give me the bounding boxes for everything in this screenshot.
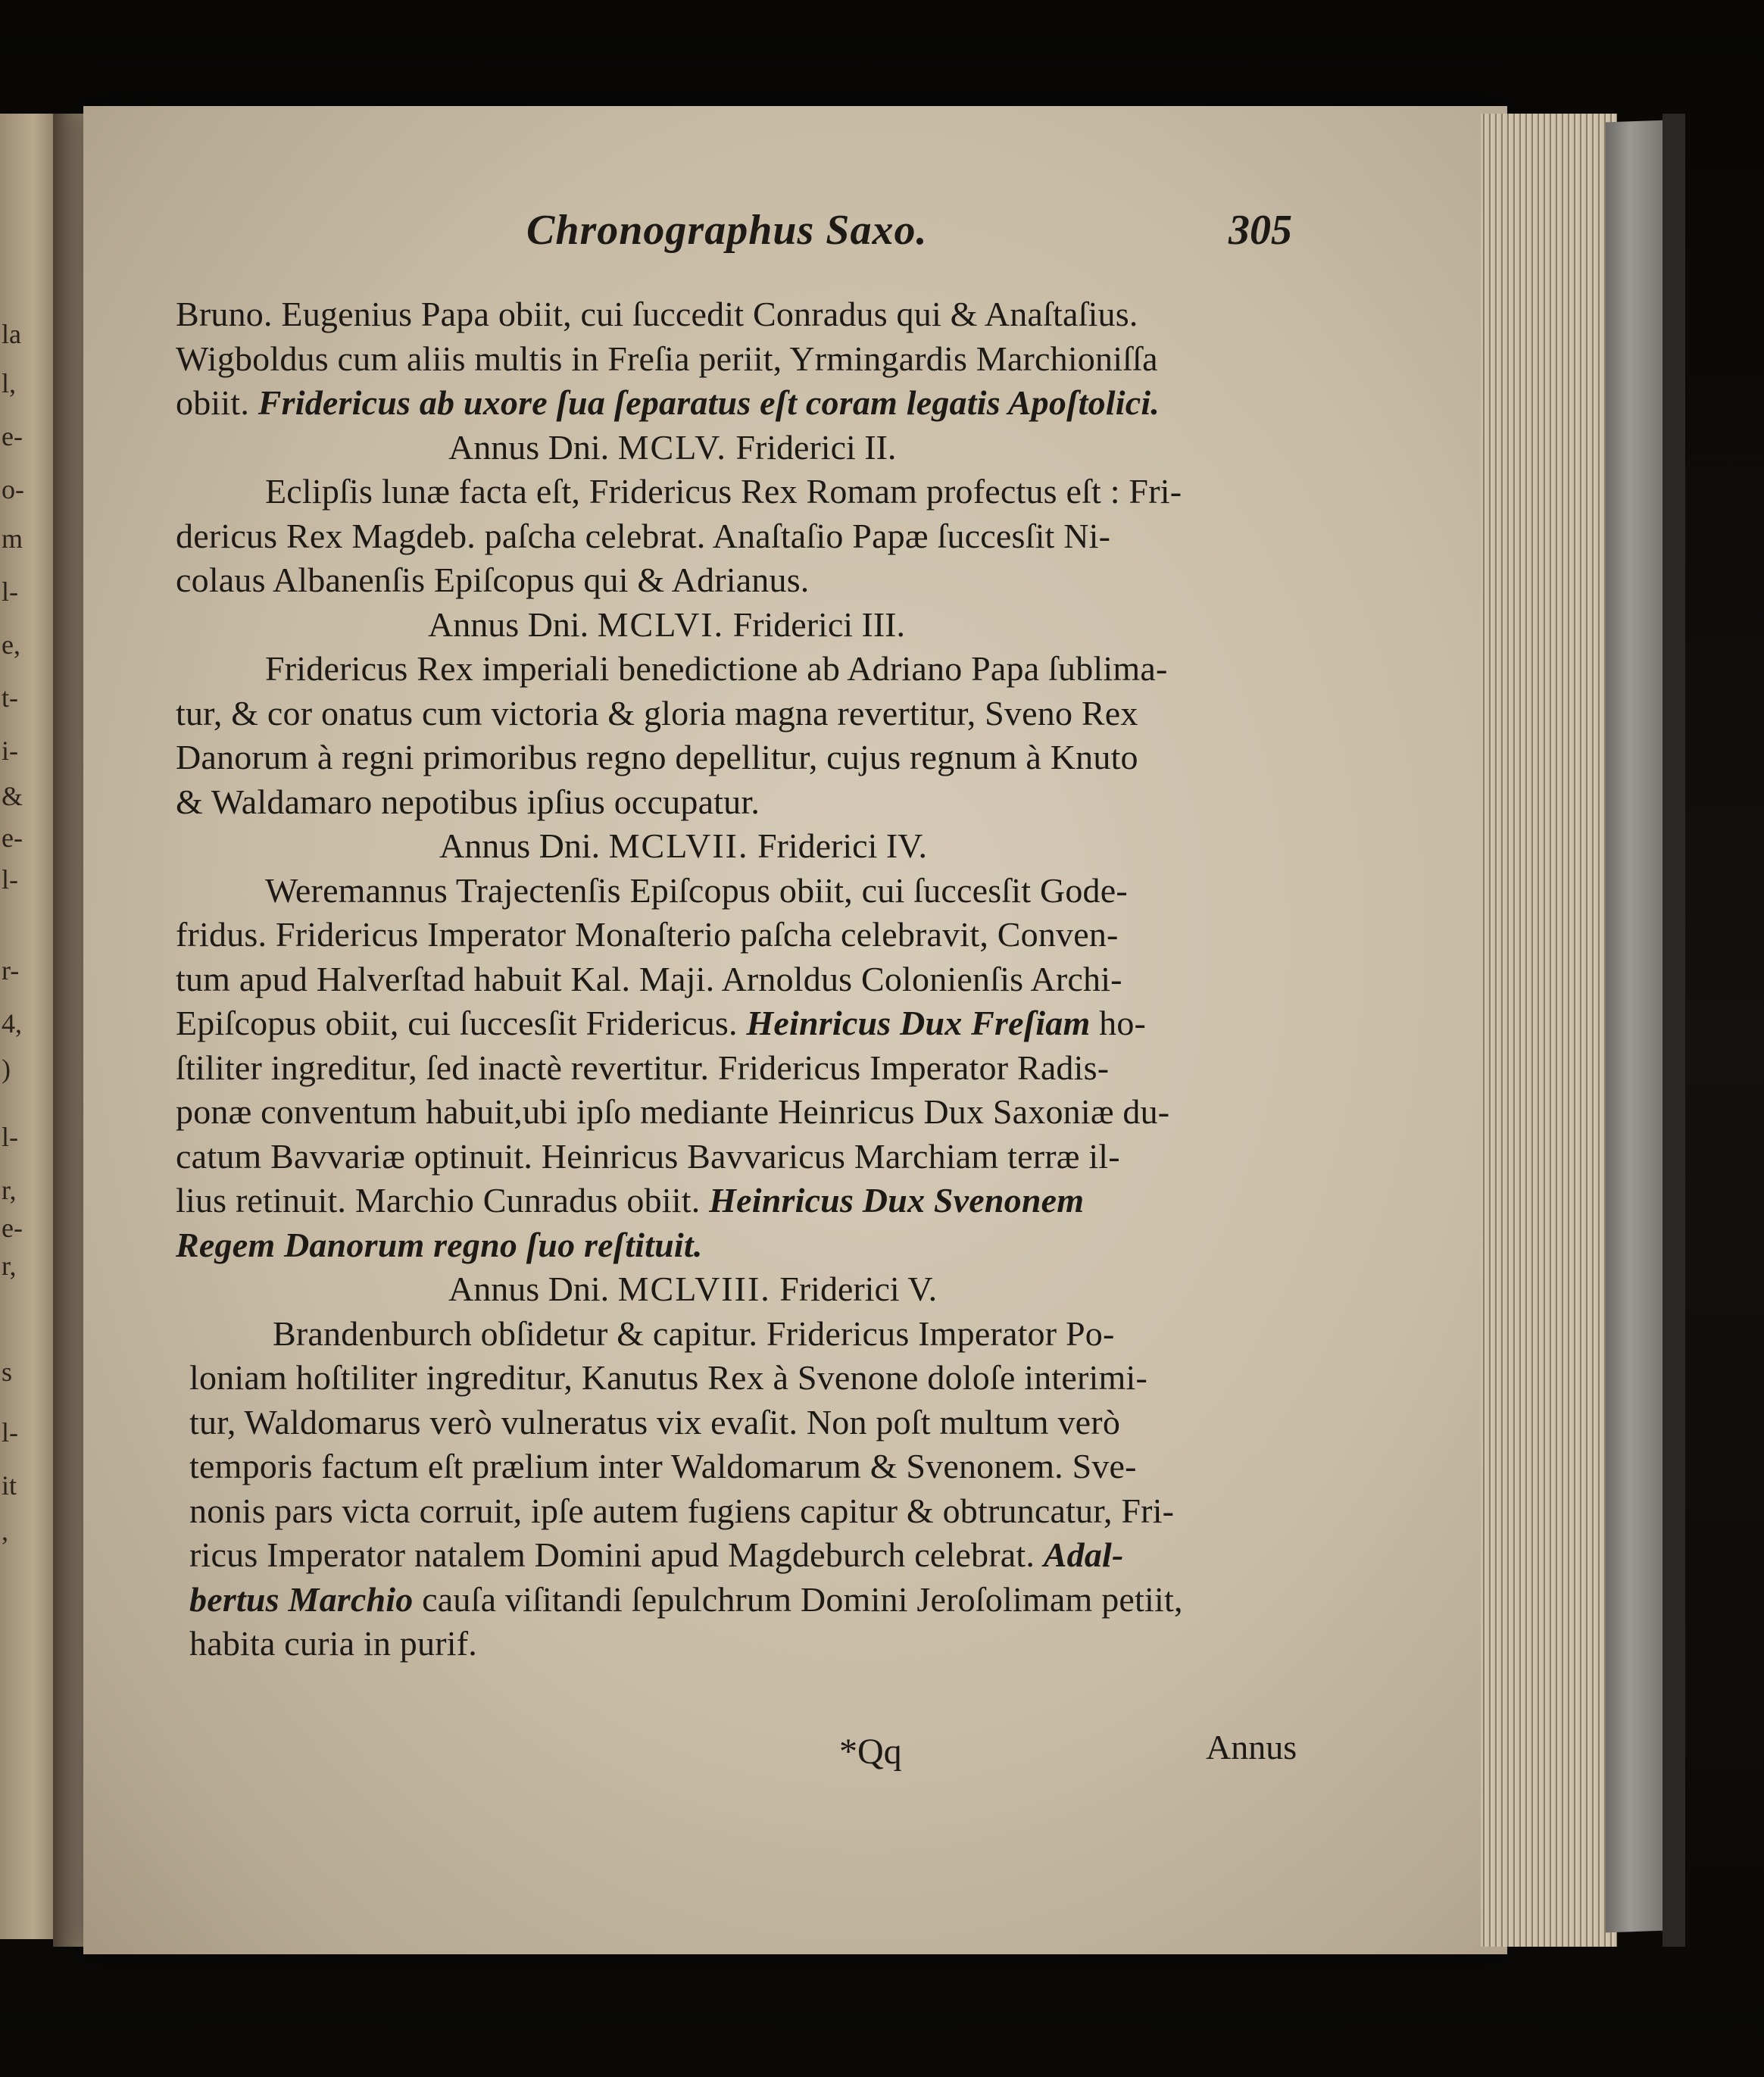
- text-segment: ponæ conventum habuit,ubi ipſo mediante Heinricus Dux Saxoniæ du-: [176, 1092, 1170, 1131]
- text-segment: ho-: [1090, 1004, 1147, 1042]
- text-line: [176, 1225, 703, 1265]
- text-line: [189, 1579, 1183, 1619]
- regnal-year: Friderici III.: [732, 604, 905, 644]
- text-line: [176, 1180, 1084, 1220]
- margin-fragment: l-: [2, 864, 18, 895]
- italic-segment: Fridericus ab uxore ſua ſeparatus eſt coram legatis Apoſtolici.: [258, 383, 1160, 422]
- margin-fragment: i-: [2, 736, 18, 766]
- text-segment: ſtiliter ingreditur, ſed inactè revertitur. Fridericus Imperator Radis-: [176, 1048, 1110, 1087]
- margin-fragment: 4,: [2, 1008, 22, 1038]
- text-line: [265, 870, 1128, 910]
- year-prefix: Annus Dni.: [448, 1270, 618, 1308]
- margin-fragment: la: [2, 319, 21, 349]
- italic-segment: Heinricus Dux Svenonem: [709, 1181, 1085, 1220]
- text-line: & Waldamaro nepotibus ipſius occupatur.: [176, 782, 760, 821]
- year-heading: [439, 826, 927, 866]
- text-segment: fridus. Fridericus Imperator Monaſterio paſcha celebravit, Conven-: [176, 915, 1119, 954]
- text-segment: Wigboldus cum aliis multis in Freſia periit, Yrmingardis Marchioniſſa: [176, 339, 1158, 378]
- page-number: 305: [1229, 207, 1292, 254]
- text-segment: nonis pars victa corruit, ipſe autem fugiens capitur & obtruncatur, Fri-: [189, 1491, 1175, 1530]
- text-line: [176, 914, 1119, 954]
- text-line: dericus Rex Magdeb. paſcha celebrat. Anaſtaſio Papæ ſuccesſit Ni-: [176, 516, 1111, 555]
- year-prefix: Annus Dni.: [448, 427, 618, 467]
- year-numeral: MCLV.: [617, 427, 727, 467]
- margin-fragment: s: [2, 1357, 13, 1387]
- text-line: [189, 1357, 1147, 1398]
- margin-fragment: l-: [2, 576, 18, 607]
- year-heading: [428, 604, 905, 645]
- text-line: [176, 1092, 1169, 1132]
- margin-fragment: o-: [2, 474, 24, 504]
- year-heading: [448, 427, 896, 467]
- margin-fragment: r,: [2, 1175, 17, 1205]
- italic-segment: Regem Danorum regno ſuo reſtituit.: [176, 1225, 703, 1264]
- margin-fragment: &: [2, 781, 23, 811]
- margin-fragment: r,: [2, 1251, 17, 1281]
- margin-fragment: e-: [2, 421, 23, 451]
- text-line: Eclipſis lunæ facta eſt, Fridericus Rex Romam profectus eſt : Fri-: [265, 472, 1182, 511]
- year-numeral: MCLVII.: [608, 826, 749, 865]
- text-line: [176, 1048, 1109, 1088]
- text-segment: Epiſcopus obiit, cui ſuccesſit Fridericus.: [176, 1004, 747, 1042]
- text-segment: tum apud Halverſtad habuit Kal. Maji. Arnoldus Colonienſis Archi-: [176, 959, 1122, 998]
- margin-fragment: r-: [2, 955, 20, 985]
- margin-fragment: ): [2, 1054, 11, 1084]
- regnal-year: Friderici IV.: [757, 826, 927, 865]
- text-segment: obiit.: [176, 383, 258, 422]
- text-line: [176, 1136, 1120, 1176]
- text-line: Danorum à regni primoribus regno depellitur, cujus regnum à Knuto: [176, 738, 1138, 776]
- italic-segment: bertus Marchio: [189, 1579, 414, 1619]
- text-line: Fridericus Rex imperiali benedictione ab Adriano Papa ſublima-: [265, 649, 1168, 688]
- text-line: [176, 383, 1160, 423]
- text-line: [273, 1313, 1114, 1354]
- margin-fragment: l-: [2, 1417, 18, 1448]
- text-segment: lius retinuit. Marchio Cunradus obiit.: [176, 1181, 710, 1220]
- catchword: Annus: [1206, 1728, 1297, 1766]
- margin-fragment: e-: [2, 1213, 23, 1243]
- margin-fragment: it: [2, 1470, 17, 1501]
- year-prefix: Annus Dni.: [428, 604, 598, 644]
- text-segment: cauſa viſitandi ſepulchrum Domini Jeroſolimam petiit,: [413, 1579, 1183, 1619]
- text-line: colaus Albanenſis Epiſcopus qui & Adrianus.: [176, 561, 810, 599]
- text-segment: ricus Imperator natalem Domini apud Magdeburch celebrat.: [189, 1535, 1044, 1574]
- text-segment: Bruno. Eugenius Papa obiit, cui ſuccedit Conradus qui & Anaſtaſius.: [176, 295, 1138, 333]
- italic-segment: Heinricus Dux Freſiam: [746, 1004, 1091, 1042]
- text-line: [189, 1491, 1174, 1531]
- year-heading: [448, 1269, 937, 1309]
- margin-fragment: l,: [2, 368, 17, 398]
- margin-fragment: l-: [2, 1122, 18, 1152]
- text-line: tur, & cor onatus cum victoria & gloria magna revertitur, Sveno Rex: [176, 693, 1138, 732]
- text-segment: temporis factum eſt prælium inter Waldomarum & Svenonem. Sve-: [189, 1447, 1137, 1485]
- text-line: [189, 1623, 477, 1663]
- text-line: [189, 1402, 1120, 1442]
- text-segment: tur, Waldomarus verò vulneratus vix evaſit. Non poſt multum verò: [189, 1402, 1121, 1441]
- signature-mark: *Qq: [839, 1732, 902, 1772]
- year-numeral: MCLVIII.: [617, 1270, 771, 1308]
- italic-segment: Adal-: [1043, 1535, 1124, 1574]
- regnal-year: Friderici II.: [735, 427, 897, 467]
- text-line: [176, 1003, 1146, 1043]
- running-head: Chronographus Saxo.: [526, 207, 928, 254]
- text-segment: catum Bavvariæ optinuit. Heinricus Bavvaricus Marchiam terræ il-: [176, 1136, 1120, 1176]
- year-numeral: MCLVI.: [597, 604, 725, 644]
- margin-fragment: m: [2, 523, 23, 554]
- text-line: [189, 1446, 1137, 1486]
- text-line: [189, 1535, 1124, 1575]
- regnal-year: Friderici V.: [779, 1270, 938, 1308]
- text-segment: Brandenburch obſidetur & capitur. Fridericus Imperator Po-: [273, 1313, 1115, 1353]
- text-line: [176, 294, 1138, 334]
- margin-fragment: t-: [2, 682, 18, 713]
- margin-fragment: ,: [2, 1516, 8, 1546]
- text-segment: Weremannus Trajectenſis Epiſcopus obiit, cui ſuccesſit Gode-: [265, 870, 1128, 910]
- margin-fragment: e-: [2, 823, 23, 853]
- year-prefix: Annus Dni.: [439, 826, 609, 865]
- text-line: [176, 959, 1122, 999]
- text-line: [176, 339, 1158, 379]
- text-segment: habita curia in purif.: [189, 1624, 477, 1663]
- text-segment: loniam hoſtiliter ingreditur, Kanutus Rex à Svenone doloſe interimi-: [189, 1358, 1148, 1397]
- margin-fragment: e,: [2, 629, 20, 660]
